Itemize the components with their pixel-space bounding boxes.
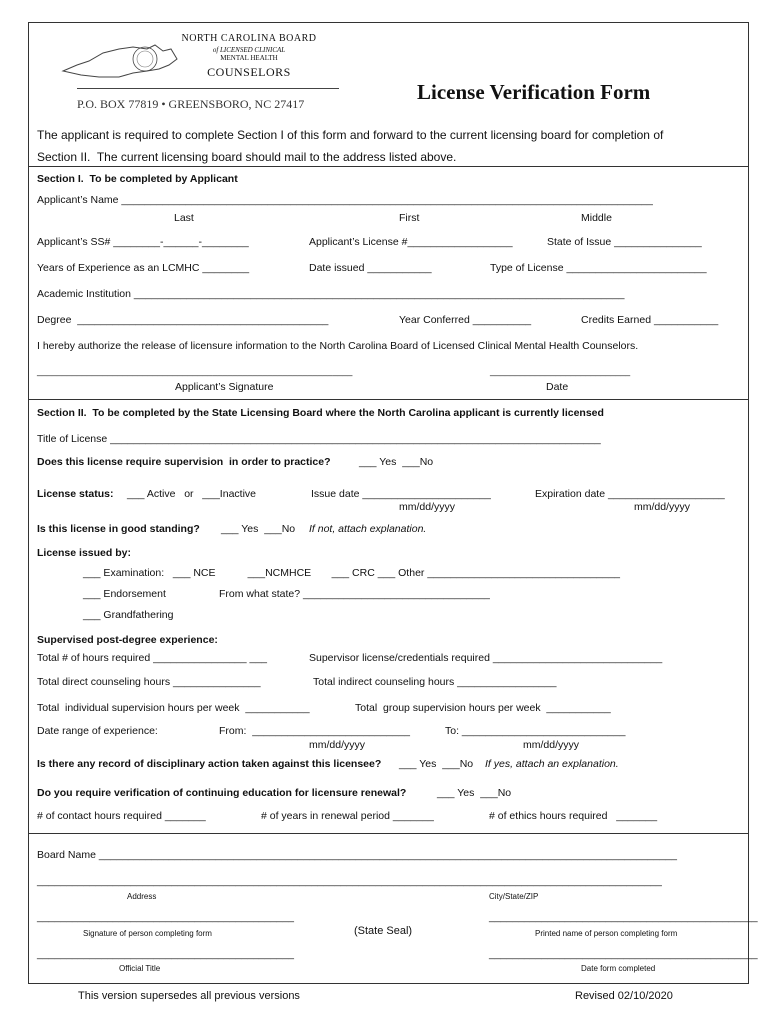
supervised-experience-heading: Supervised post-degree experience: [37,634,218,646]
org-name-line3: MENTAL HEALTH [220,54,278,62]
address-line[interactable]: ___________________________________________________________________________________________________________ [37,875,662,887]
applicant-date-line[interactable]: ____________________________ [490,366,631,376]
supervision-answer[interactable]: ___ Yes ___No [359,456,434,468]
printed-name-label: Printed name of person completing form [535,929,678,938]
date-issued-field[interactable]: Date issued ___________ [309,262,432,274]
printed-name-line[interactable]: ______________________________________________ [489,911,758,923]
date-range-to-field[interactable]: To: ____________________________ [445,725,626,737]
last-name-label: Last [174,212,194,224]
renewal-period-field[interactable]: # of years in renewal period _______ [261,810,434,822]
license-number-field[interactable]: Applicant’s License #__________________ [309,236,513,248]
signature-person-label: Signature of person completing form [83,929,212,938]
official-title-line[interactable]: ____________________________________________ [37,948,294,960]
academic-institution-field[interactable]: Academic Institution ____________________________________________________________________________________ [37,288,625,300]
license-status-label: License status: [37,488,114,500]
address-label: Address [127,892,157,901]
license-issued-by-label: License issued by: [37,547,131,559]
divider-section2 [29,399,748,400]
license-status-options[interactable]: ___ Active or ___Inactive [127,488,256,500]
total-hours-field[interactable]: Total # of hours required ________________ ___ [37,652,268,664]
form-page [28,22,758,984]
applicant-signature-label: Applicant’s Signature [175,381,274,393]
divider-section1 [29,166,748,167]
ssn-field[interactable]: Applicant’s SS# ________-______-________ [37,236,249,248]
authorization-statement: I hereby authorize the release of licensure information to the North Carolina Board of Licensed Clinical Mental Health Counselors. [37,340,639,352]
expiration-date-format: mm/dd/yyyy [634,501,691,513]
supervision-question: Does this license require supervision in order to practice? [37,456,331,468]
section1-heading: Section I. To be completed by Applicant [37,173,238,185]
endorsement-option[interactable]: ___ Endorsement [83,588,166,600]
contact-hours-field[interactable]: # of contact hours required _______ [37,810,206,822]
date-range-from-field[interactable]: From: ___________________________ [219,725,410,737]
first-name-label: First [399,212,420,224]
from-date-format: mm/dd/yyyy [309,739,366,751]
direct-hours-field[interactable]: Total direct counseling hours _______________ [37,676,261,688]
state-of-issue-field[interactable]: State of Issue _______________ [547,236,702,248]
years-experience-field[interactable]: Years of Experience as an LCMHC ________ [37,262,250,274]
indirect-hours-field[interactable]: Total indirect counseling hours _________________ [313,676,557,688]
degree-field[interactable]: Degree ___________________________________________ [37,314,329,326]
footer-revised-date: Revised 02/10/2020 [575,990,673,1002]
footer-version-note: This version supersedes all previous versions [78,990,300,1002]
form-title: License Verification Form [417,80,651,104]
issue-date-field[interactable]: Issue date ______________________ [311,488,491,500]
section2-heading: Section II. To be completed by the State Licensing Board where the North Carolina applicant is currently licensed [37,407,604,419]
credits-earned-field[interactable]: Credits Earned ___________ [581,314,719,326]
disciplinary-note: If yes, attach an explanation. [485,758,619,770]
ethics-hours-field[interactable]: # of ethics hours required _______ [489,810,658,822]
title-of-license-field[interactable]: Title of License ____________________________________________________________________________________ [37,433,601,445]
good-standing-note: If not, attach explanation. [309,523,427,535]
date-range-label: Date range of experience: [37,725,158,737]
date-completed-label: Date form completed [581,964,656,973]
supervisor-credentials-field[interactable]: Supervisor license/credentials required _____________________________ [309,652,663,664]
disciplinary-answer[interactable]: ___ Yes ___No [399,758,474,770]
continuing-education-answer[interactable]: ___ Yes ___No [437,787,512,799]
org-name-line2: of LICENSED CLINICAL [212,46,286,54]
group-supervision-field[interactable]: Total group supervision hours per week ___________ [355,702,611,714]
grandfathering-option[interactable]: ___ Grandfathering [83,609,174,621]
year-conferred-field[interactable]: Year Conferred __________ [399,314,532,326]
good-standing-question: Is this license in good standing? [37,523,200,535]
board-address: P.O. BOX 77819 • GREENSBORO, NC 27417 [77,97,305,111]
issue-date-format: mm/dd/yyyy [399,501,456,513]
board-name-field[interactable]: Board Name ___________________________________________________________________________________________________ [37,849,677,861]
city-state-zip-label: City/State/ZIP [489,892,539,901]
from-what-state-field[interactable]: From what state? ________________________________ [219,588,490,600]
individual-supervision-field[interactable]: Total individual supervision hours per week ___________ [37,702,310,714]
official-title-label: Official Title [119,964,161,973]
to-date-format: mm/dd/yyyy [523,739,580,751]
intro-line1: The applicant is required to complete Section I of this form and forward to the current licensing board for completion of [37,128,664,142]
divider-board [29,833,748,834]
date-completed-line[interactable]: ______________________________________________ [489,948,758,960]
type-of-license-field[interactable]: Type of License ________________________ [490,262,707,274]
disciplinary-question: Is there any record of disciplinary action taken against this licensee? [37,758,382,770]
examination-options[interactable]: ___ Examination: ___ NCE ___NCMHCE ___ CRC ___ Other _________________________________ [83,567,621,579]
signature-person-line[interactable]: ____________________________________________ [37,911,294,923]
good-standing-answer[interactable]: ___ Yes ___No [221,523,296,535]
header-divider [77,88,339,89]
expiration-date-field[interactable]: Expiration date ____________________ [535,488,725,500]
applicant-name-field[interactable]: Applicant’s Name ___________________________________________________________________________________________ [37,194,653,206]
continuing-education-question: Do you require verification of continuing education for licensure renewal? [37,787,407,799]
intro-line2: Section II. The current licensing board should mail to the address listed above. [37,150,457,164]
org-name-line4: COUNSELORS [207,65,291,79]
applicant-signature-line[interactable]: _______________________________________________________________ [37,366,353,376]
org-name-line1: NORTH CAROLINA BOARD [181,33,317,44]
middle-name-label: Middle [581,212,612,224]
applicant-date-label: Date [546,381,569,393]
state-seal-label: (State Seal) [354,925,413,937]
